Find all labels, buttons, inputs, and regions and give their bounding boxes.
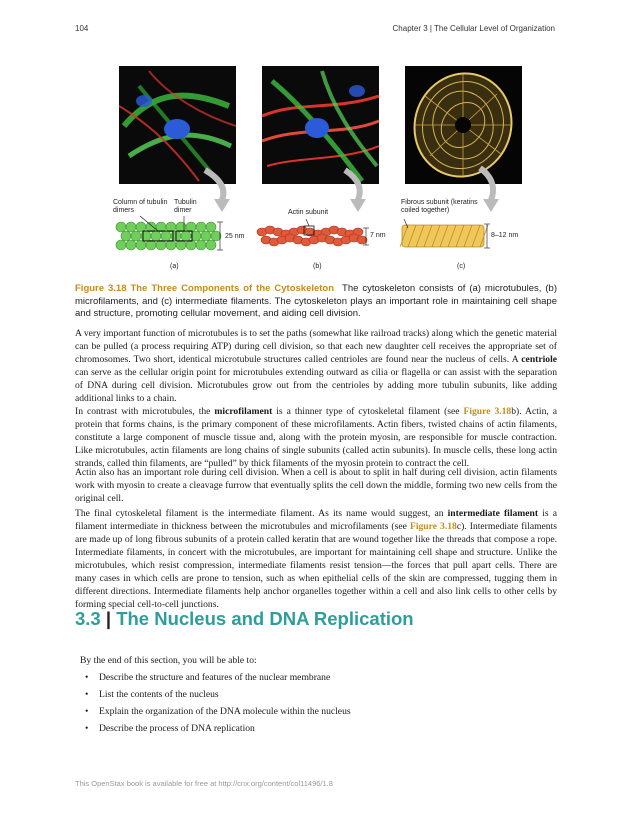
label-intermediate-size: 8–12 nm <box>491 232 519 239</box>
label-column-tubulin: Column of tubulin dimers <box>113 199 168 214</box>
label-actin-subunit: Actin subunit <box>288 209 329 216</box>
paragraph-intermediate-filament: The final cytoskeletal filament is the intermediate filament. As its name would suggest, an intermediate filament is a filament intermediate in thickness between the microtubules and microfilaments (see Figure 3.18c). Intermediate filaments are made up of long fibrous subunits of a protein called keratin that are wound together like the threads that compose a rope. Intermediate filaments, in concert with the microtubules, are important for maintaining cell shape and structure. Unlike the microtubules, which resist compression, intermediate filaments resist tension—the forces that pull apart cells. There are many cases in which cells are prone to tension, such as when epithelial cells of the skin are compressed, tugging them in different directions. Intermediate filaments help anchor organelles together within a cell and also link cells to other cells by forming special cell-to-cell junctions. <box>75 508 557 610</box>
list-item: • Describe the process of DNA replication <box>85 723 255 734</box>
microtubule-model <box>116 216 223 250</box>
section-separator: | <box>105 608 112 629</box>
label-microtubule-size: 25 nm <box>225 233 245 240</box>
figure-caption <box>75 283 557 321</box>
term-centriole: centriole <box>521 354 557 365</box>
figure-caption-text: The cytoskeleton consists of (a) microtubules, (b) microfilaments, and (c) intermediate filaments. The cytoskeleton plays an important role in maintaining cell shape and structure, promoting cellular movement, and aiding cell division. <box>75 283 558 319</box>
paragraph-centrioles: A very important function of microtubules is to set the paths (somewhat like railroad tracks) along which the genetic material can be pulled (a process requiring ATP) during cell division, so that each new daughter cell receives the appropriate set of chromosomes. Two short, identical microtubule structures called centrioles are found near the nucleus of cells. A centriole can serve as the cellular origin point for microtubules extending outward as cilia or flagella or can assist with the separation of DNA during cell division. Microtubules grow out from the centrioles by adding more tubulin subunits, like adding additional links to a chain. <box>75 328 557 404</box>
panel-label-c: (c) <box>457 263 466 270</box>
objectives-intro: By the end of this section, you will be able to: <box>80 655 257 666</box>
running-header: Chapter 3 | The Cellular Level of Organization <box>392 24 555 33</box>
intermediate-filament-model <box>400 219 490 248</box>
figure-link[interactable]: Figure 3.18 <box>463 406 512 417</box>
microfilament-model <box>257 226 367 246</box>
page-footer: This OpenStax book is available for free at http://cnx.org/content/col11496/1.8 <box>75 779 333 788</box>
section-number: 3.3 <box>75 608 101 629</box>
list-item: • List the contents of the nucleus <box>85 689 219 700</box>
label-fibrous-subunit: Fibrous subunit (keratins coiled together) <box>401 199 478 214</box>
cytoskeleton-diagram <box>0 0 630 290</box>
figure-link[interactable]: Figure 3.18 <box>409 521 457 532</box>
section-heading <box>75 608 414 630</box>
paragraph-actin-division: Actin also has an important role during cell division. When a cell is about to split in half during cell division, actin filaments work with myosin to create a cleavage furrow that eventually splits the cell down the middle, forming two new cells from the original cell. <box>75 467 557 504</box>
figure-caption-title: Figure 3.18 The Three Components of the Cytoskeleton <box>75 283 335 294</box>
term-microfilament: microfilament <box>214 406 273 417</box>
section-title: The Nucleus and DNA Replication <box>116 608 414 629</box>
label-tubulin-dimer: Tubulin dimer <box>174 199 197 214</box>
list-item: • Explain the organization of the DNA molecule within the nucleus <box>85 706 351 717</box>
panel-label-b: (b) <box>313 263 322 270</box>
label-microfilament-size: 7 nm <box>370 232 386 239</box>
panel-label-a: (a) <box>170 263 179 270</box>
term-intermediate-filament: intermediate filament <box>447 508 539 519</box>
page-number: 104 <box>75 24 89 33</box>
learning-objectives <box>85 671 351 739</box>
list-item: • Describe the structure and features of the nuclear membrane <box>85 672 331 683</box>
paragraph-microfilament: In contrast with microtubules, the microfilament is a thinner type of cytoskeletal filament (see Figure 3.18b). Actin, a protein that forms chains, is the primary component of these microfilaments. Actin fibers, twisted chains of actin filaments, constitute a large component of muscle tissue and, along with the protein myosin, are responsible for muscle contraction. Like microtubules, actin filaments are long chains of single subunits (called actin subunits). In muscle cells, these long actin strands, called thin filaments, are “pulled” by thick filaments of the myosin protein to contract the cell. <box>75 406 557 469</box>
